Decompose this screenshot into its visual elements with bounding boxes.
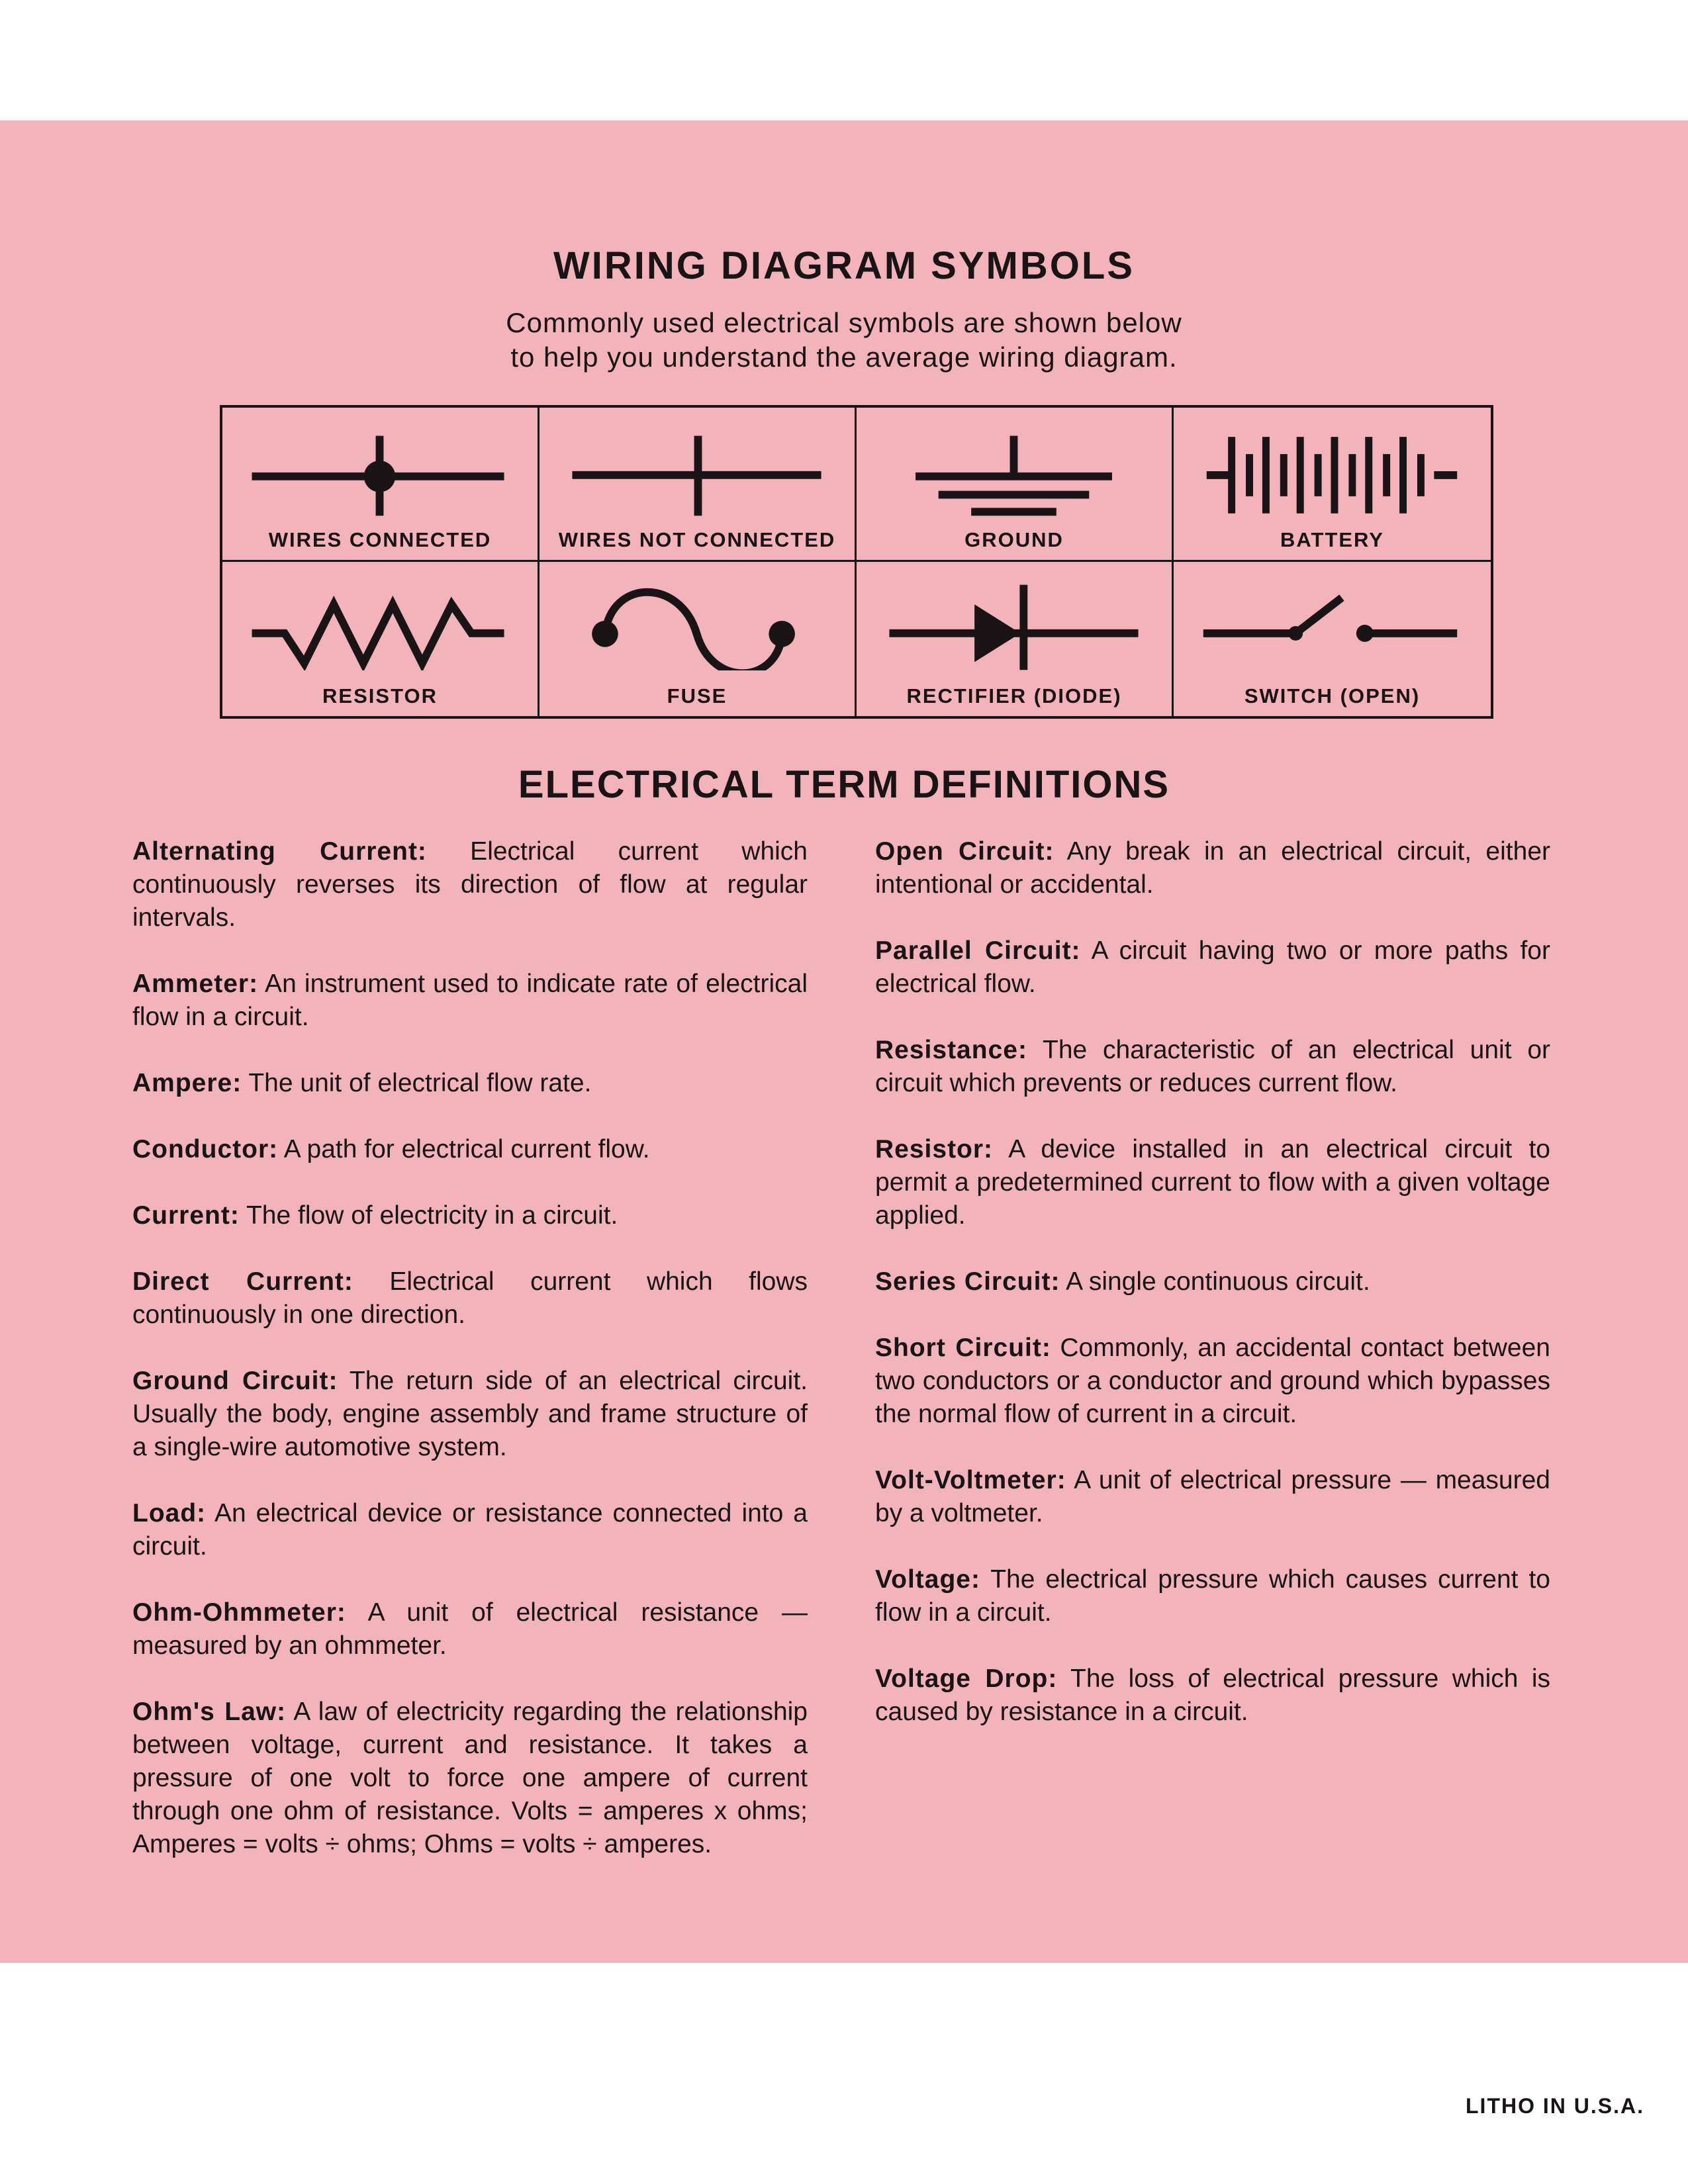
symbol-label: WIRES CONNECTED [268,528,492,551]
diode-icon [857,571,1172,670]
definition-term: Parallel Circuit: [875,936,1081,965]
definitions-title: ELECTRICAL TERM DEFINITIONS [518,763,1170,806]
definition-term: Resistor: [875,1135,994,1163]
symbol-cell-diode [857,562,1174,716]
definition-term: Current: [132,1201,240,1230]
definition-term: Alternating Current: [132,837,427,866]
definition-term: Conductor: [132,1135,279,1163]
footer-litho: LITHO IN U.S.A. [1466,2094,1644,2118]
definition-item [875,1034,1550,1100]
definition-item [875,1563,1550,1629]
symbol-label: WIRES NOT CONNECTED [558,528,836,551]
resistor-icon [222,571,538,670]
definition-term: Load: [132,1499,207,1527]
intro-text [0,306,1688,375]
definitions-left-column [132,835,808,1894]
definition-term: Ground Circuit: [132,1367,338,1395]
definition-item [132,968,808,1034]
definition-term: Series Circuit: [875,1267,1060,1296]
definition-text: Electrical current which continuously reverses its direction of flow at regular intervals. [132,837,808,932]
switch-open-icon [1174,571,1491,670]
symbol-label: SWITCH (OPEN) [1244,684,1421,707]
definition-item [875,1332,1550,1431]
definition-text: Any break in an electrical circuit, either intentional or accidental. [875,837,1550,899]
definition-item [875,1265,1550,1298]
symbol-label: GROUND [964,528,1064,551]
definition-term: Voltage Drop: [875,1664,1058,1693]
definition-item [132,1696,808,1861]
definition-text: The unit of electrical flow rate. [242,1069,592,1097]
symbol-cell-wires-connected [222,408,539,562]
definition-text: The loss of electrical pressure which is caused by resistance in a circuit. [875,1664,1550,1726]
battery-icon [1174,417,1491,516]
wires-not-connected-icon [539,417,855,516]
definition-text: The characteristic of an electrical unit or circuit which prevents or reduces current flow. [875,1036,1550,1097]
definition-text: A unit of electrical pressure — measured by a voltmeter. [875,1466,1550,1527]
definition-term: Ohm's Law: [132,1698,287,1726]
definition-item [132,1133,808,1166]
symbol-label: RECTIFIER (DIODE) [906,684,1122,707]
symbol-cell-battery [1174,408,1491,562]
intro-line-1: Commonly used electrical symbols are shown below [506,307,1182,338]
definition-term: Ampere: [132,1069,242,1097]
definition-term: Voltage: [875,1565,980,1594]
fuse-icon [539,571,855,670]
definition-item [875,1662,1550,1729]
intro-line-2: to help you understand the average wiring diagram. [510,341,1178,373]
definition-item [132,1067,808,1100]
symbol-cell-switch-open [1174,562,1491,716]
definition-item [132,835,808,934]
definition-text: The flow of electricity in a circuit. [239,1201,618,1230]
wires-connected-icon [222,417,538,516]
symbol-label: RESISTOR [322,684,438,707]
definition-item [132,1596,808,1662]
definition-term: Ohm-Ohmmeter: [132,1598,346,1627]
definition-text: The electrical pressure which causes current to flow in a circuit. [875,1565,1550,1627]
definition-term: Resistance: [875,1036,1027,1064]
definition-text: A device installed in an electrical circuit to permit a predetermined current to flow with a given voltage applied. [875,1135,1550,1230]
ground-icon [857,417,1172,516]
definition-item [875,934,1550,1001]
symbol-cell-resistor [222,562,539,716]
definition-text: An electrical device or resistance connected into a circuit. [132,1499,808,1561]
definition-item [132,1199,808,1232]
definition-item [132,1265,808,1332]
symbol-cell-wires-not-connected [539,408,857,562]
definition-text: Commonly, an accidental contact between two conductors or a conductor and ground which bypasses the normal flow of current in a circuit. [875,1334,1550,1428]
symbol-label: FUSE [667,684,727,707]
definition-item [132,1497,808,1563]
symbol-cell-ground [857,408,1174,562]
definition-item [875,1464,1550,1530]
definition-text: An instrument used to indicate rate of electrical flow in a circuit. [132,970,808,1031]
definition-term: Open Circuit: [875,837,1055,866]
definition-term: Ammeter: [132,970,259,998]
definition-term: Short Circuit: [875,1334,1051,1362]
definition-text: A circuit having two or more paths for electrical flow. [875,936,1550,998]
definition-item [875,835,1550,901]
symbol-label: BATTERY [1280,528,1384,551]
definition-text: Electrical current which flows continuously in one direction. [132,1267,808,1329]
definition-text: A single continuous circuit. [1060,1267,1370,1296]
definition-text: A unit of electrical resistance — measured by an ohmmeter. [132,1598,808,1660]
definition-item [132,1365,808,1464]
definition-text: The return side of an electrical circuit. Usually the body, engine assembly and frame structure of a single-wire automotive system. [132,1367,808,1461]
definition-item [875,1133,1550,1232]
definitions-right-column [875,835,1550,1762]
definition-term: Direct Current: [132,1267,353,1296]
page-title: WIRING DIAGRAM SYMBOLS [553,244,1135,287]
definition-term: Volt-Voltmeter: [875,1466,1066,1494]
symbol-cell-fuse [539,562,857,716]
definition-text: A path for electrical current flow. [278,1135,650,1163]
definition-text: A law of electricity regarding the relationship between voltage, current and resistance. It takes a pressure of one volt to force one ampere of current through one ohm of resistance. Volts = amperes x ohms; Amperes = volts ÷ ohms; Ohms = volts ÷ amperes. [132,1698,808,1858]
symbols-table [220,405,1493,719]
